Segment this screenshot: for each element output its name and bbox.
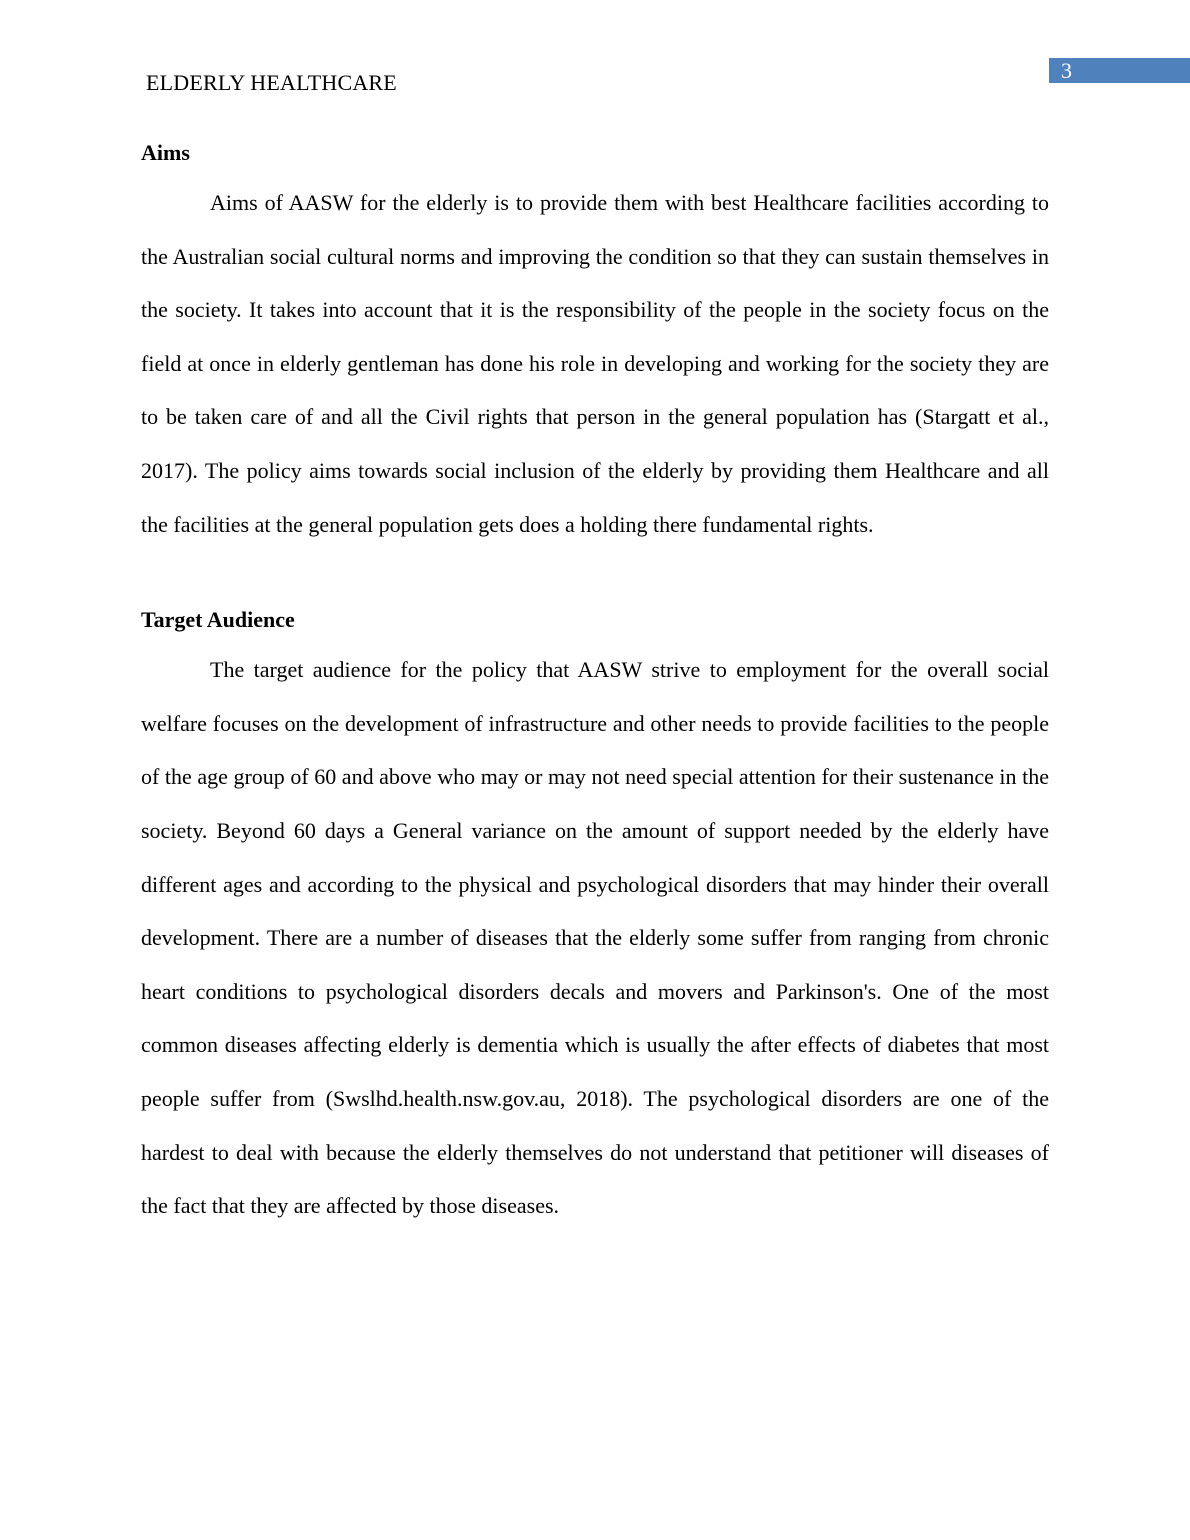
section-heading-aims: Aims [141, 140, 190, 165]
section-heading-target-audience: Target Audience [141, 607, 295, 633]
page-number-bar [1049, 58, 1190, 83]
section-aims [141, 130, 1049, 551]
document-body [141, 130, 1049, 1233]
section-spacer [141, 551, 1049, 597]
running-head: ELDERLY HEALTHCARE [146, 70, 397, 95]
paragraph-target-audience: The target audience for the policy that AASW strive to employment for the overall social welfare focuses on the development of infrastructure and other needs to provide facilities to the people of the age group of 60 and above who may or may not need special attention for their sustenance in the society. Beyond 60 days a General variance on the amount of support needed by the elderly have different ages and according to the physical and psychological disorders that may hinder their overall development. There are a number of diseases that the elderly some suffer from ranging from chronic heart conditions to psychological disorders decals and movers and Parkinson's. One of the most common diseases affecting elderly is dementia which is usually the after effects of diabetes that most people suffer from (Swslhd.health.nsw.gov.au, 2018). The psychological disorders are one of the hardest to deal with because the elderly themselves do not understand that petitioner will diseases of the fact that they are affected by those diseases. [141, 657, 1049, 1219]
page-number: 3 [1061, 58, 1072, 83]
paragraph-aims: Aims of AASW for the elderly is to provide them with best Healthcare facilities according to the Australian social cultural norms and improving the condition so that they can sustain themselves in the society. It takes into account that it is the responsibility of the people in the society focus on the field at once in elderly gentleman has done his role in developing and working for the society they are to be taken care of and all the Civil rights that person in the general population has (Stargatt et al., 2017). The policy aims towards social inclusion of the elderly by providing them Healthcare and all the facilities at the general population gets does a holding there fundamental rights. [141, 190, 1049, 537]
section-target-audience [141, 597, 1049, 1233]
